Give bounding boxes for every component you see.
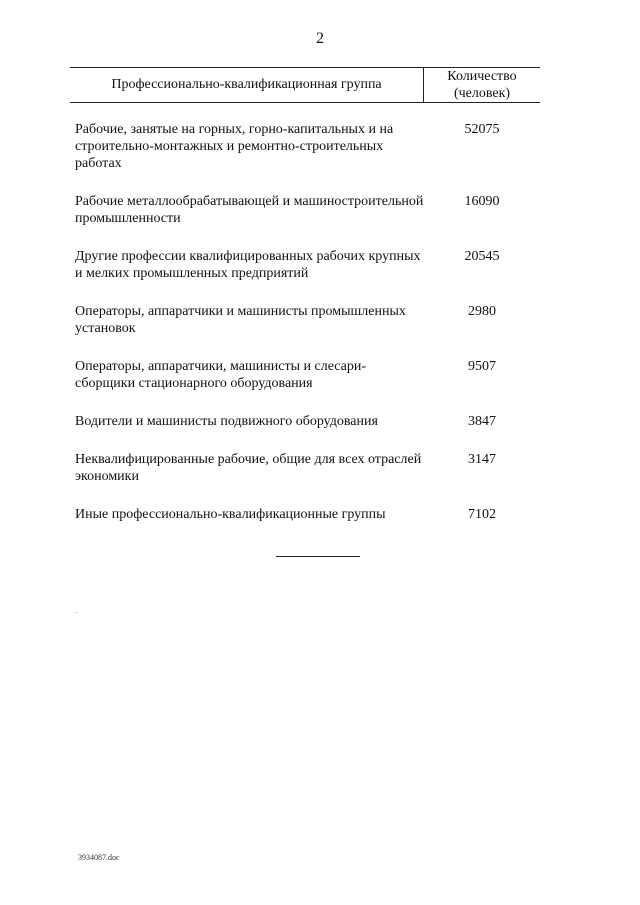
end-separator-line xyxy=(276,556,360,557)
row-count: 2980 xyxy=(468,304,496,319)
table-row xyxy=(70,193,540,227)
row-group-name: Неквалифицированные рабочие, общие для всех отраслей экономики xyxy=(75,452,422,484)
scan-dot xyxy=(76,612,77,613)
header-count xyxy=(424,68,540,102)
table-body xyxy=(70,121,540,523)
table-row xyxy=(70,248,540,282)
row-count: 9507 xyxy=(468,359,496,374)
row-count: 3847 xyxy=(468,414,496,429)
table-row xyxy=(70,358,540,392)
header-count-line2: (человек) xyxy=(453,86,511,101)
row-count: 7102 xyxy=(468,507,496,522)
page-number: 2 xyxy=(316,30,324,47)
table-row xyxy=(70,506,540,523)
header-count-line1: Количество xyxy=(447,69,517,84)
row-group-name: Рабочие, занятые на горных, горно-капитальных и на строительно-монтажных и ремонтно-строительных работах xyxy=(75,122,394,171)
row-group-name: Водители и машинисты подвижного оборудования xyxy=(75,414,378,429)
table-header xyxy=(70,67,540,103)
row-group-name: Рабочие металлообрабатывающей и машиностроительной промышленности xyxy=(75,194,424,226)
table-row xyxy=(70,303,540,337)
workers-table xyxy=(70,67,540,544)
row-group-name: Операторы, аппаратчики, машинисты и слесари-сборщики стационарного оборудования xyxy=(75,359,367,391)
row-count: 52075 xyxy=(464,122,500,137)
table-row xyxy=(70,451,540,485)
header-group: Профессионально-квалификационная группа xyxy=(70,68,424,102)
row-count: 20545 xyxy=(464,249,500,264)
row-group-name: Другие профессии квалифицированных рабочих крупных и мелких промышленных предприятий xyxy=(75,249,421,281)
row-count: 3147 xyxy=(468,452,496,467)
table-row xyxy=(70,121,540,172)
row-group-name: Операторы, аппаратчики и машинисты промышленных установок xyxy=(75,304,406,336)
footer-file-name: 3934087.doc xyxy=(78,853,120,862)
row-group-name: Иные профессионально-квалификационные группы xyxy=(75,507,386,522)
table-row xyxy=(70,413,540,430)
row-count: 16090 xyxy=(464,194,500,209)
